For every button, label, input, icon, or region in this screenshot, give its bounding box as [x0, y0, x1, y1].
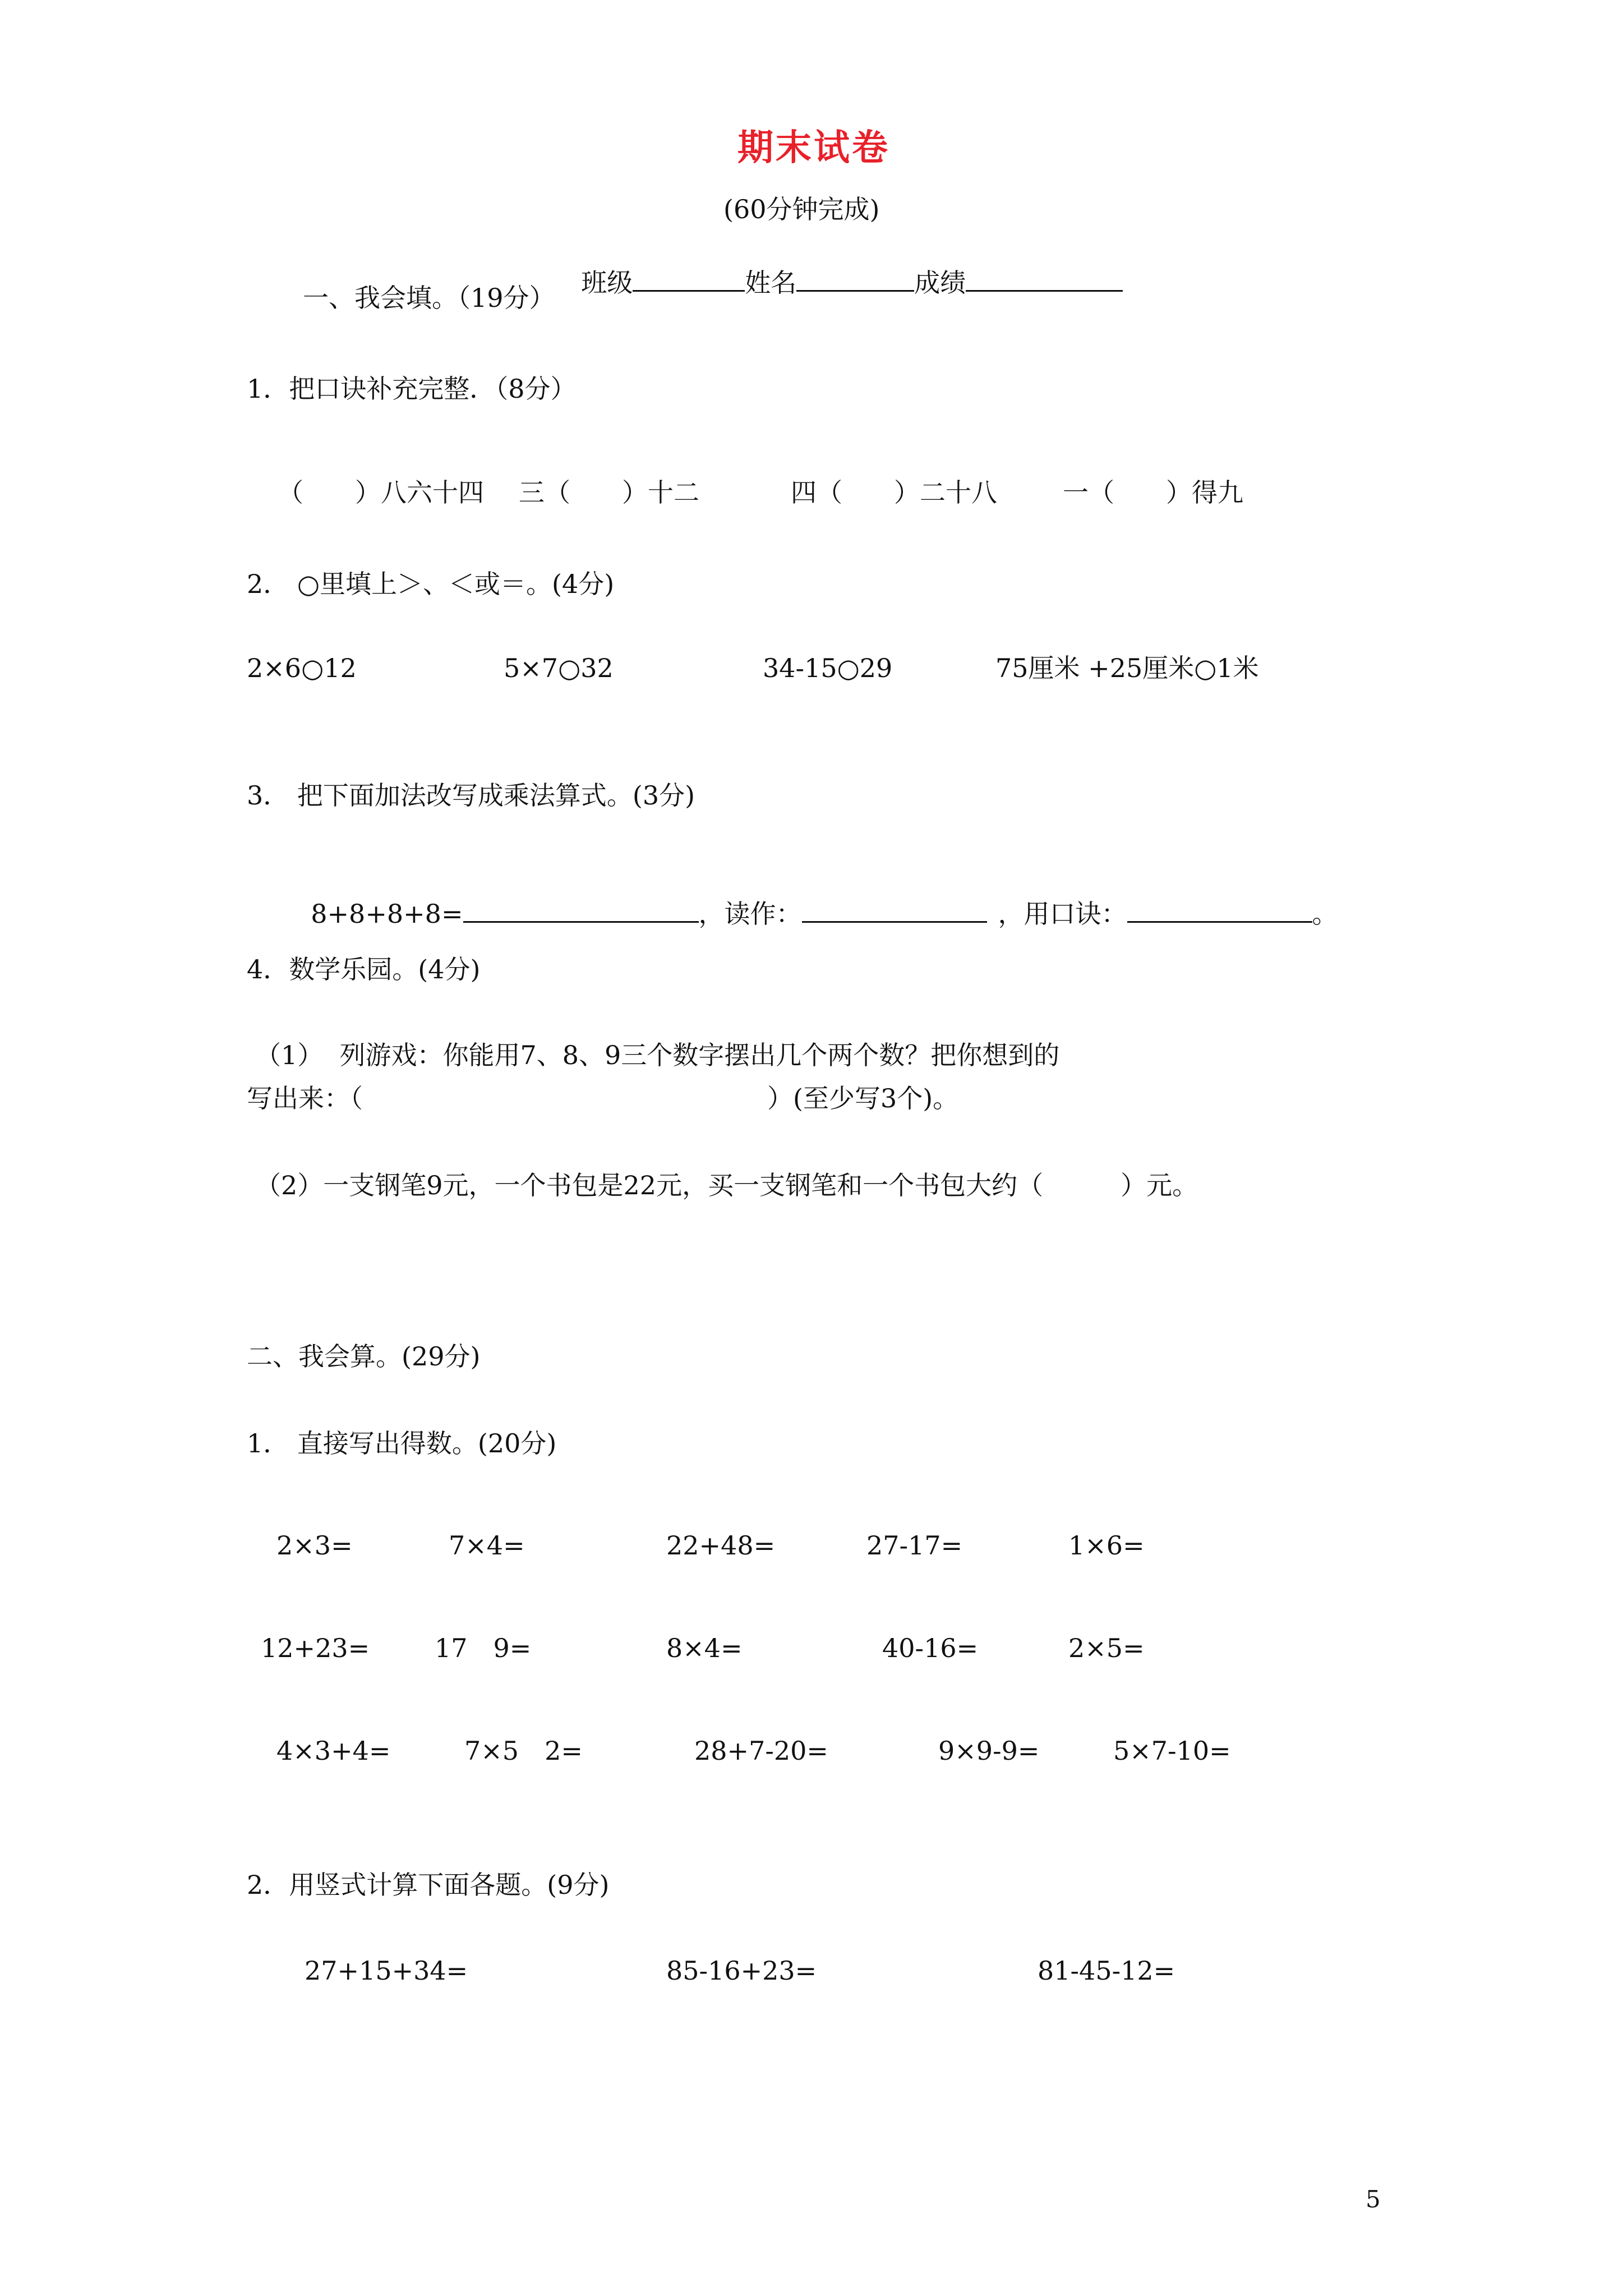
q4-p2: （2）一支钢笔9元，一个书包是22元，买一支钢笔和一个书包大约（ ）元。 [255, 1170, 1198, 1200]
q3-rhyme-blank[interactable] [1127, 895, 1312, 923]
calc-item: 7×4= [449, 1530, 525, 1561]
q2-title: 2． ○里填上＞、＜或＝。(4分) [247, 569, 615, 599]
vertical-calc-item: 27+15+34= [305, 1955, 468, 1986]
q2-item: 2×6○12 [247, 653, 357, 683]
q4-p1-line2-start: 写出来：（ [247, 1083, 363, 1114]
q3-end: 。 [1312, 899, 1338, 929]
q3-title: 3． 把下面加法改写成乘法算式。(3分) [247, 780, 695, 811]
calc-item: 2×5= [1068, 1633, 1145, 1663]
header-fields [565, 238, 1123, 296]
section2-heading: 二、我会算。(29分) [247, 1341, 481, 1372]
q1-item: 四（ ）二十八 [791, 477, 997, 508]
class-blank[interactable] [633, 264, 745, 292]
score-label: 成绩 [914, 268, 966, 298]
calc-item: 9×9-9= [938, 1736, 1040, 1766]
subtitle: (60分钟完成) [723, 194, 880, 224]
calc-item: 12+23= [261, 1633, 370, 1663]
class-label: 班级 [581, 268, 633, 298]
calc-item: 40-16= [882, 1633, 979, 1663]
q2-item: 5×7○32 [504, 653, 614, 683]
q4-p1-line1: （1） 列游戏：你能用7、8、9三个数字摆出几个两个数？把你想到的 [255, 1040, 1060, 1070]
calc-item: 17 9= [435, 1633, 532, 1663]
q3-read-blank[interactable] [802, 895, 987, 923]
calc-item: 22+48= [666, 1530, 776, 1561]
s2-q1-title: 1． 直接写出得数。(20分) [247, 1428, 557, 1458]
q3-expr: 8+8+8+8= [311, 899, 463, 929]
q2-item: 75厘米 +25厘米○1米 [995, 653, 1259, 683]
calc-item: 27-17= [866, 1530, 963, 1561]
q4-p1-line2-end: ）(至少写3个)。 [767, 1083, 959, 1114]
calc-item: 1×6= [1068, 1530, 1145, 1561]
calc-item: 5×7-10= [1113, 1736, 1231, 1766]
calc-item: 7×5 2= [464, 1736, 583, 1766]
vertical-calc-item: 81-45-12= [1038, 1955, 1175, 1986]
page-number: 5 [1366, 2185, 1381, 2213]
q1-item: 三（ ）十二 [519, 477, 699, 508]
name-blank[interactable] [796, 264, 914, 292]
s2-q2-title: 2．用竖式计算下面各题。(9分) [247, 1870, 610, 1900]
q3-line [294, 869, 1338, 927]
q4-title: 4．数学乐园。(4分) [247, 954, 481, 984]
q1-title: 1．把口诀补充完整．（8分） [247, 374, 577, 404]
q1-item: 一（ ）得九 [1063, 477, 1243, 508]
page-title: 期末试卷 [737, 127, 890, 169]
q1-item: （ ）八六十四 [278, 477, 484, 508]
name-label: 姓名 [745, 268, 797, 298]
score-blank[interactable] [966, 264, 1123, 292]
q3-rhyme-label: ，用口诀： [998, 899, 1127, 929]
q2-item: 34-15○29 [763, 653, 893, 683]
q3-answer-blank[interactable] [463, 895, 699, 923]
calc-item: 28+7-20= [694, 1736, 828, 1766]
calc-item: 4×3+4= [276, 1736, 391, 1766]
calc-item: 8×4= [666, 1633, 743, 1663]
section1-heading: 一、我会填。（19分） [303, 283, 555, 313]
calc-item: 2×3= [276, 1530, 353, 1561]
q3-read-label: ，读作： [698, 899, 802, 929]
vertical-calc-item: 85-16+23= [666, 1955, 817, 1986]
